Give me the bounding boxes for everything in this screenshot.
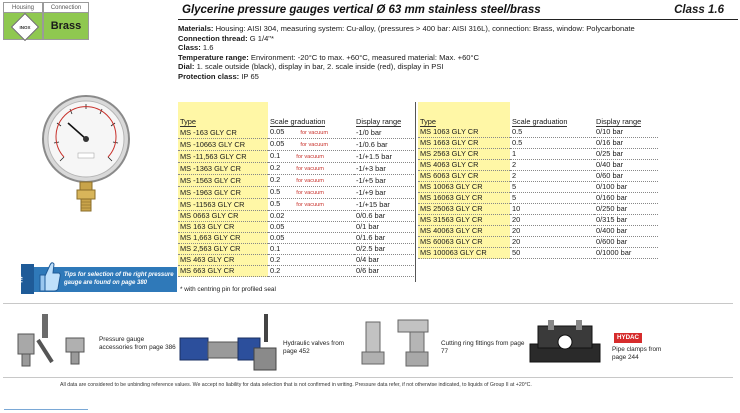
type-header: Type [178,102,268,127]
range-cell: 0/40 bar [594,160,658,171]
range-cell: 0/6 bar [354,266,414,277]
scale-value: 50 [512,248,521,258]
scale-cell [510,171,594,182]
centring-pin-footnote: * with centring pin for profiled seal [180,286,276,293]
temp-line [178,53,733,63]
table-row [418,138,658,149]
type-cell: MS -1363 GLY CR [178,163,268,175]
table-row [178,211,414,222]
hydraulic-valves-image [178,308,278,374]
vacuum-note: for vacuum [300,142,329,148]
class-label: Class: [178,43,201,53]
scale-header: Scale graduation [270,117,326,126]
range-cell: -1/0.6 bar [354,139,414,151]
range-cell: 0/10 bar [594,127,658,138]
scale-cell [510,237,594,248]
gauge-accessories-image [8,310,94,370]
display-header: Display range [356,117,402,126]
temp-label: Temperature range: [178,52,249,62]
type-cell: MS 2,563 GLY CR [178,244,268,255]
table-header-row [178,102,414,127]
scale-value: 0.2 [270,175,281,184]
table-row [418,237,658,248]
type-cell: MS 1063 GLY CR [418,127,510,138]
range-cell: -1/+15 bar [354,199,414,211]
table-header-row [418,102,658,127]
scale-cell [268,187,354,199]
table-row [178,255,414,266]
pipe-clamps-caption: Pipe clamps from page 244 [612,346,662,361]
scale-cell [268,175,354,187]
table-row [418,149,658,160]
type-cell: MS 6063 GLY CR [418,171,510,182]
table-row [178,127,414,139]
range-cell: 0/600 bar [594,237,658,248]
scale-value: 5 [512,193,517,203]
scale-value: 0.1 [270,244,281,253]
scale-value: 0.2 [270,255,281,264]
table-row [178,244,414,255]
scale-cell [268,255,354,266]
scale-value: 20 [512,226,521,236]
description-block [178,24,733,82]
scale-value: 0.5 [512,138,523,148]
scale-cell [510,204,594,215]
scale-value: 0.5 [270,199,281,208]
housing-label: Housing [3,2,43,13]
type-cell: MS -11563 GLY CR [178,199,268,211]
type-cell: MS 463 GLY CR [178,255,268,266]
scale-cell [268,222,354,233]
range-cell: 0/25 bar [594,149,658,160]
range-cell: 0/60 bar [594,171,658,182]
range-cell: 0/2.5 bar [354,244,414,255]
type-cell: MS 10063 GLY CR [418,182,510,193]
connection-label: Connection [43,2,89,13]
type-cell: MS -1563 GLY CR [178,175,268,187]
type-cell: MS -1963 GLY CR [178,187,268,199]
hydac-logo: HYDAC [614,333,642,343]
table-row [418,160,658,171]
vacuum-note: for vacuum [300,130,329,136]
type-cell: MS 4063 GLY CR [418,160,510,171]
scale-cell [510,226,594,237]
scale-cell [510,138,594,149]
inox-icon-text: INOX [19,25,31,30]
title-bar [178,2,738,20]
vacuum-note: for vacuum [296,154,324,160]
table-row [178,175,414,187]
vacuum-note: for vacuum [296,190,324,196]
range-cell: 0/1.6 bar [354,233,414,244]
table-row [418,182,658,193]
range-cell: 0/1 bar [354,222,414,233]
hydraulic-valves-caption: Hydraulic valves from page 452 [283,340,345,355]
scale-cell [510,127,594,138]
scale-value: 0.02 [270,211,285,220]
scale-cell [510,193,594,204]
materials-line [178,24,733,34]
scale-cell [510,160,594,171]
pipe-clamps-image [524,314,608,370]
type-cell: MS -163 GLY CR [178,127,268,139]
scale-cell [268,266,354,277]
vacuum-note: for vacuum [296,202,324,208]
gauge-accessories-caption: Pressure gauge accessories from page 386 [99,336,176,351]
housing-cell [3,13,43,40]
disclaimer: All data are considered to be unbinding reference values. We accept no liability for data selection that is not confirmed in writing. Pressure data refer, if not otherwise indicated, to liquids of Group II at +20°C. [60,382,532,388]
range-cell: 0/1000 bar [594,248,658,259]
scale-cell [268,233,354,244]
table-row [178,199,414,211]
right-type-table [418,102,658,259]
range-cell: 0/315 bar [594,215,658,226]
type-cell: MS 31563 GLY CR [418,215,510,226]
thread-line [178,34,733,44]
scale-cell [268,211,354,222]
page-title: Glycerine pressure gauges vertical Ø 63 mm stainless steel/brass [182,4,541,16]
table-row [178,222,414,233]
table-row [178,163,414,175]
scale-header: Scale graduation [512,117,568,126]
scale-value: 1 [512,149,517,159]
class-line [178,43,733,53]
range-cell: 0/400 bar [594,226,658,237]
range-cell: -1/+1.5 bar [354,151,414,163]
type-cell: MS -10663 GLY CR [178,139,268,151]
scale-cell [268,151,354,163]
cutting-ring-fittings-image [358,308,438,374]
scale-cell [268,199,354,211]
range-cell: -1/+3 bar [354,163,414,175]
scale-value: 20 [512,237,521,247]
tip-label: TIP [21,264,34,294]
scale-value: 2 [512,171,517,181]
table-divider [415,102,416,282]
display-header: Display range [596,117,642,126]
pressure-gauge-image [40,95,132,215]
materials-label: Materials: [178,24,214,33]
table-row [178,151,414,163]
table-row [418,215,658,226]
scale-cell [510,215,594,226]
scale-cell [268,163,354,175]
materials-text: Housing: AISI 304, measuring system: Cu-alloy, (pressures > 400 bar: AISI 316L), connection: Brass, window: Polycarbonate [213,24,635,33]
class-value: 1.6 [200,43,214,53]
range-cell: -1/+5 bar [354,175,414,187]
type-cell: MS 40063 GLY CR [418,226,510,237]
scale-cell [268,139,354,151]
bottom-accent-line [4,409,88,410]
type-cell: MS 2563 GLY CR [418,149,510,160]
type-cell: MS 1663 GLY CR [418,138,510,149]
scale-value: 5 [512,182,517,192]
protection-line [178,72,733,82]
range-cell: -1/0 bar [354,127,414,139]
range-cell: 0/250 bar [594,204,658,215]
tip-text: Tips for selection of the right pressure gauge are found on page 380 [64,272,174,286]
dial-value: 1. scale outside (black), display in bar, 2. scale inside (red), display in PSI [194,62,444,72]
range-cell: 0/16 bar [594,138,658,149]
scale-value: 0.05 [270,139,285,148]
table-row [178,139,414,151]
scale-value: 0.2 [270,163,281,172]
range-cell: 0/4 bar [354,255,414,266]
temp-value: Environment: -20°C to max. +60°C, measured material: Max. +60°C [248,52,480,62]
table-row [418,204,658,215]
thread-value: G 1/4"* [247,33,274,43]
type-cell: MS 100063 GLY CR [418,248,510,259]
scale-value: 10 [512,204,521,214]
vacuum-note: for vacuum [296,166,324,172]
scale-cell [510,248,594,259]
scale-cell [268,244,354,255]
type-cell: MS 663 GLY CR [178,266,268,277]
range-cell: 0/0.6 bar [354,211,414,222]
protection-label: Protection class: [178,71,240,81]
dial-label: Dial: [178,62,195,72]
scale-value: 0.5 [512,127,523,137]
table-row [178,187,414,199]
scale-value: 0.2 [270,266,281,275]
scale-value: 0.5 [270,187,281,196]
type-cell: MS 16063 GLY CR [418,193,510,204]
table-row [178,266,414,277]
thumbs-up-icon [34,259,62,295]
table-row [418,193,658,204]
range-cell: 0/100 bar [594,182,658,193]
type-cell: MS 0663 GLY CR [178,211,268,222]
type-cell: MS 163 GLY CR [178,222,268,233]
table-row [418,226,658,237]
table-row [418,127,658,138]
scale-value: 0.1 [270,151,281,160]
type-cell: MS 25063 GLY CR [418,204,510,215]
thread-label: Connection thread: [178,33,248,43]
class-title: Class 1.6 [674,4,724,16]
scale-value: 0.05 [270,233,285,242]
connection-value: Brass [43,13,89,40]
scale-value: 0.05 [270,222,285,231]
type-cell: MS -11,563 GLY CR [178,151,268,163]
protection-value: IP 65 [239,71,259,81]
table-row [178,233,414,244]
type-cell: MS 1,663 GLY CR [178,233,268,244]
scale-cell [510,182,594,193]
scale-cell [510,149,594,160]
left-type-table [178,102,414,277]
cutting-ring-fittings-caption: Cutting ring fittings from page 77 [441,340,525,355]
scale-value: 0.05 [270,127,285,136]
type-cell: MS 60063 GLY CR [418,237,510,248]
type-header: Type [418,102,510,127]
table-row [418,248,658,259]
scale-value: 2 [512,160,517,170]
table-row [418,171,658,182]
dial-line [178,62,733,72]
vacuum-note: for vacuum [296,178,324,184]
range-cell: 0/160 bar [594,193,658,204]
range-cell: -1/+9 bar [354,187,414,199]
scale-value: 20 [512,215,521,225]
scale-cell [268,127,354,139]
